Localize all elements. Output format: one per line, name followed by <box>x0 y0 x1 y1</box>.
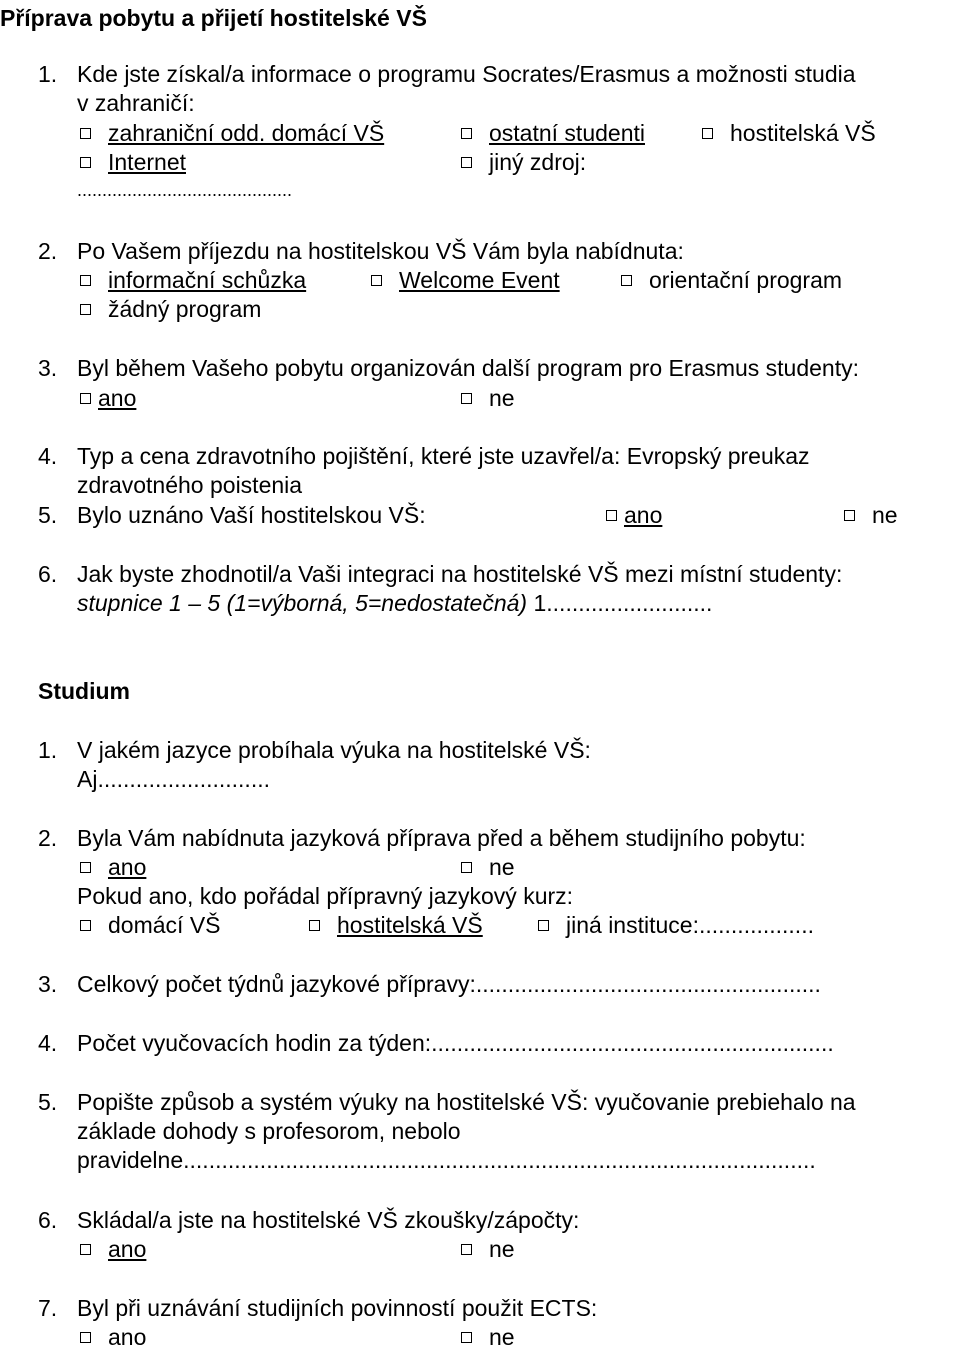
checkbox-option[interactable] <box>844 501 898 530</box>
question-text: Jak byste zhodnotil/a Vaši integraci na hostitelské VŠ mezi místní studenty: <box>77 561 843 587</box>
checkbox-option[interactable] <box>461 148 586 177</box>
question-text: Byl během Vašeho pobytu organizován další program pro Erasmus studenty: <box>77 355 859 381</box>
checkbox-icon[interactable] <box>80 128 91 139</box>
option-label: ne <box>489 854 515 880</box>
checkbox-option[interactable] <box>80 295 261 324</box>
question-number: 7. <box>38 1295 58 1321</box>
option-label: jiná instituce:.................. <box>566 912 814 938</box>
option-label: Welcome Event <box>399 267 560 293</box>
checkbox-option[interactable] <box>538 911 814 940</box>
checkbox-icon[interactable] <box>80 304 91 315</box>
section-heading-study: Studium <box>38 678 130 704</box>
option-label: zahraniční odd. domácí VŠ <box>108 120 385 146</box>
option-label: jiný zdroj: <box>489 149 587 175</box>
rating-line <box>77 589 712 618</box>
question-number: 2. <box>38 238 58 264</box>
checkbox-icon[interactable] <box>80 1332 91 1343</box>
option-label: domácí VŠ <box>108 912 221 938</box>
question-number: 5. <box>38 1089 58 1115</box>
checkbox-option[interactable] <box>80 384 136 413</box>
checkbox-option[interactable] <box>461 1235 515 1264</box>
option-label: informační schůzka <box>108 267 307 293</box>
checkbox-icon[interactable] <box>80 920 91 931</box>
checkbox-icon[interactable] <box>80 275 91 286</box>
question-number: 3. <box>38 971 58 997</box>
checkbox-option[interactable] <box>309 911 483 940</box>
question-text: Bylo uznáno Vaší hostitelskou VŠ: <box>77 502 426 528</box>
checkbox-icon[interactable] <box>80 862 91 873</box>
question-text: Typ a cena zdravotního pojištění, které jste uzavřel/a: Evropský preukaz <box>77 443 810 469</box>
question-number: 3. <box>38 355 58 381</box>
question-text: Popište způsob a systém výuky na hostitelské VŠ: vyučovanie prebiehalo na <box>77 1089 856 1115</box>
answer-fill[interactable]: Aj........................... <box>77 766 270 792</box>
checkbox-option[interactable] <box>461 384 515 413</box>
question-number: 4. <box>38 443 58 469</box>
checkbox-option[interactable] <box>80 853 146 882</box>
checkbox-option[interactable] <box>371 266 560 295</box>
question-number: 5. <box>38 502 58 528</box>
option-label: ostatní studenti <box>489 120 645 146</box>
option-label: ano <box>624 502 663 528</box>
option-label: žádný program <box>108 296 262 322</box>
checkbox-option[interactable] <box>80 148 186 177</box>
option-label: orientační program <box>649 267 843 293</box>
checkbox-icon[interactable] <box>80 393 91 404</box>
option-label: ano <box>98 385 137 411</box>
checkbox-option[interactable] <box>80 911 221 940</box>
question-text: Byla Vám nabídnuta jazyková příprava před a během studijního pobytu: <box>77 825 806 851</box>
question-text: Byl při uznávání studijních povinností použit ECTS: <box>77 1295 598 1321</box>
checkbox-option[interactable] <box>80 119 384 148</box>
checkbox-option[interactable] <box>461 853 515 882</box>
question-text: Skládal/a jste na hostitelské VŠ zkoušky/zápočty: <box>77 1207 580 1233</box>
rating-answer[interactable]: 1.......................... <box>527 590 713 616</box>
question-text: V jakém jazyce probíhala výuka na hostitelské VŠ: <box>77 737 591 763</box>
sub-question-text: Pokud ano, kdo pořádal přípravný jazykový kurz: <box>77 883 574 909</box>
option-label: hostitelská VŠ <box>730 120 876 146</box>
checkbox-option[interactable] <box>621 266 842 295</box>
checkbox-icon[interactable] <box>461 393 472 404</box>
checkbox-icon[interactable] <box>621 275 632 286</box>
checkbox-option[interactable] <box>702 119 876 148</box>
option-label: ano <box>108 854 147 880</box>
section-heading-preparation: Příprava pobytu a přijetí hostitelské VŠ <box>0 5 427 31</box>
checkbox-icon[interactable] <box>606 510 617 521</box>
checkbox-icon[interactable] <box>461 1332 472 1343</box>
option-label: ne <box>489 385 515 411</box>
question-text: v zahraničí: <box>77 90 195 116</box>
checkbox-option[interactable] <box>606 501 662 530</box>
checkbox-icon[interactable] <box>702 128 713 139</box>
question-text[interactable]: Celkový počet týdnů jazykové přípravy:...................................................... <box>77 971 821 997</box>
question-text[interactable]: Počet vyučovacích hodin za týden:............................................................... <box>77 1030 834 1056</box>
answer-fill[interactable]: ........................................... <box>77 180 293 200</box>
checkbox-icon[interactable] <box>461 157 472 168</box>
question-text: zdravotného poistenia <box>77 472 303 498</box>
option-label: ne <box>489 1236 515 1262</box>
checkbox-option[interactable] <box>80 266 306 295</box>
question-text: základe dohody s profesorom, nebolo <box>77 1118 461 1144</box>
option-label: ne <box>489 1324 515 1350</box>
option-label: hostitelská VŠ <box>337 912 483 938</box>
checkbox-icon[interactable] <box>461 1244 472 1255</box>
checkbox-icon[interactable] <box>80 1244 91 1255</box>
option-label: ne <box>872 502 898 528</box>
option-label: ano <box>108 1236 147 1262</box>
question-number: 2. <box>38 825 58 851</box>
question-text: Po Vašem příjezdu na hostitelskou VŠ Vám byla nabídnuta: <box>77 238 684 264</box>
checkbox-icon[interactable] <box>461 862 472 873</box>
question-text: Kde jste získal/a informace o programu Socrates/Erasmus a možnosti studia <box>77 61 856 87</box>
question-number: 1. <box>38 737 58 763</box>
question-number: 4. <box>38 1030 58 1056</box>
question-number: 1. <box>38 61 58 87</box>
question-number: 6. <box>38 561 58 587</box>
checkbox-option[interactable] <box>80 1235 146 1264</box>
checkbox-icon[interactable] <box>538 920 549 931</box>
checkbox-icon[interactable] <box>371 275 382 286</box>
question-number: 6. <box>38 1207 58 1233</box>
rating-scale: stupnice 1 – 5 (1=výborná, 5=nedostatečná) <box>77 590 528 616</box>
answer-fill[interactable]: pravidelne................................................................................................... <box>77 1147 816 1173</box>
checkbox-icon[interactable] <box>80 157 91 168</box>
checkbox-icon[interactable] <box>309 920 320 931</box>
option-label: Internet <box>108 149 186 175</box>
checkbox-icon[interactable] <box>844 510 855 521</box>
checkbox-option[interactable] <box>461 119 645 148</box>
checkbox-icon[interactable] <box>461 128 472 139</box>
option-label: ano <box>108 1324 147 1350</box>
